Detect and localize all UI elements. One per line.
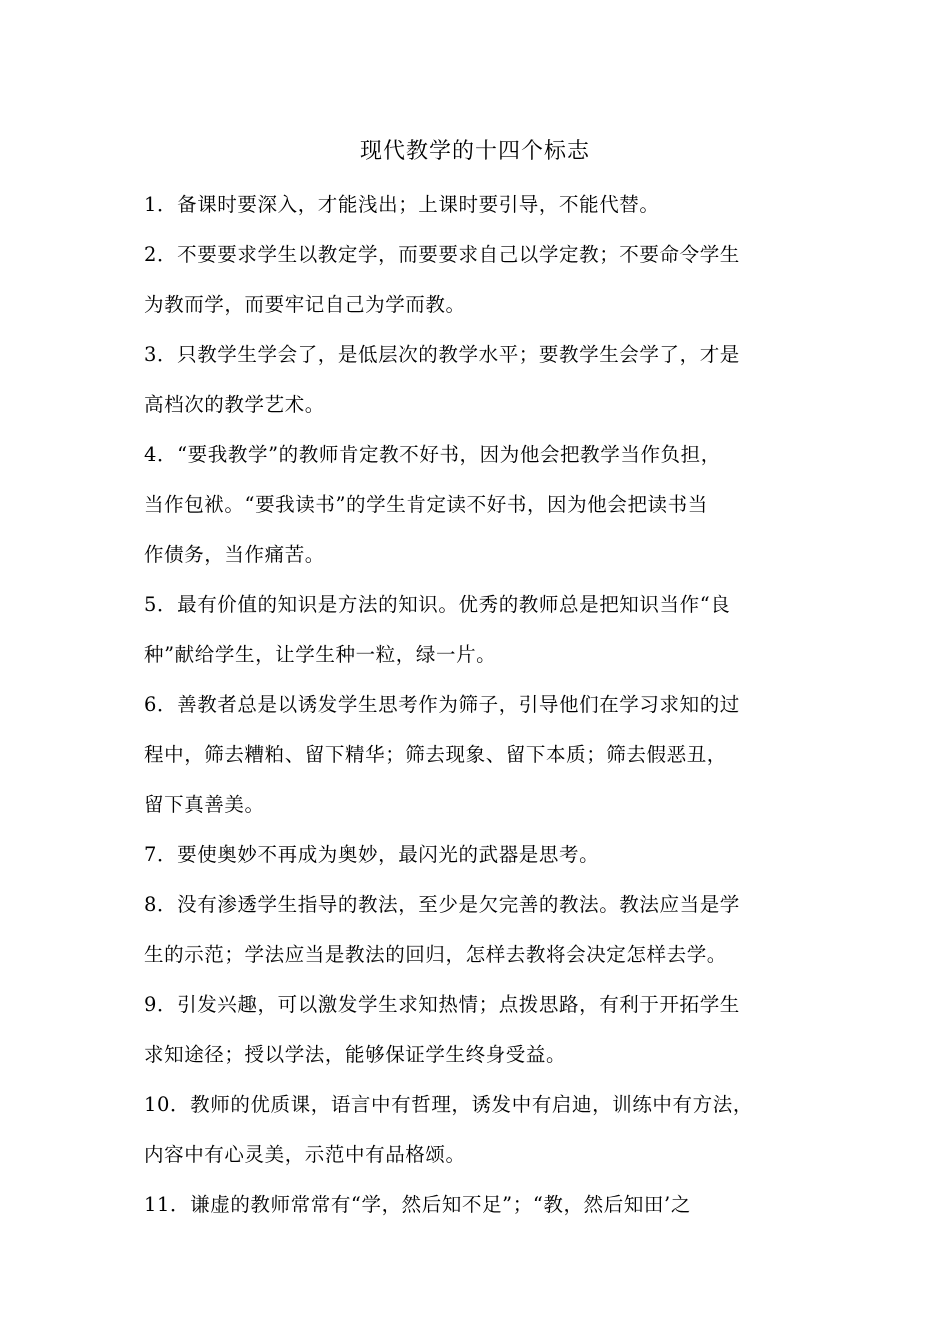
paragraph-4 <box>144 430 824 580</box>
paragraph-5 <box>144 580 824 680</box>
paragraph-line: 8．没有渗透学生指导的教法，至少是欠完善的教法。教法应当是学 <box>144 893 740 916</box>
paragraph-line: 为教而学，而要牢记自己为学而教。 <box>144 293 466 316</box>
paragraph-line: 作债务，当作痛苦。 <box>144 543 325 566</box>
paragraph-8 <box>144 880 824 980</box>
paragraph-10 <box>144 1080 824 1180</box>
paragraph-line: 7．要使奥妙不再成为奥妙，最闪光的武器是思考。 <box>144 843 600 866</box>
document-body <box>144 180 824 1230</box>
paragraph-3 <box>144 330 824 430</box>
paragraph-line: 内容中有心灵美，示范中有品格颂。 <box>144 1143 466 1166</box>
paragraph-line: 9．引发兴趣，可以激发学生求知热情；点拨思路，有利于开拓学生 <box>144 993 740 1016</box>
paragraph-line: 求知途径；授以学法，能够保证学生终身受益。 <box>144 1043 567 1066</box>
paragraph-line: 生的示范；学法应当是教法的回归，怎样去教将会决定怎样去学。 <box>144 943 727 966</box>
paragraph-11 <box>144 1180 824 1230</box>
paragraph-6 <box>144 680 824 830</box>
document-title: 现代教学的十四个标志 <box>359 139 590 164</box>
paragraph-9 <box>144 980 824 1080</box>
paragraph-line: 高档次的教学艺术。 <box>144 393 325 416</box>
paragraph-1 <box>144 180 824 230</box>
paragraph-line: 5．最有价值的知识是方法的知识。优秀的教师总是把知识当作“良 <box>144 593 731 616</box>
paragraph-line: 3．只教学生学会了，是低层次的教学水平；要教学生会学了，才是 <box>144 343 740 366</box>
paragraph-line: 留下真善美。 <box>144 793 265 816</box>
paragraph-line: 2．不要要求学生以教定学，而要要求自己以学定教；不要命令学生 <box>144 243 740 266</box>
paragraph-line: 6．善教者总是以诱发学生思考作为筛子，引导他们在学习求知的过 <box>144 693 740 716</box>
paragraph-line: 种”献给学生，让学生种一粒，绿一片。 <box>144 643 497 666</box>
paragraph-line: 1．备课时要深入，才能浅出；上课时要引导，不能代替。 <box>144 193 660 216</box>
paragraph-line: 10．教师的优质课，语言中有哲理，诱发中有启迪，训练中有方法， <box>144 1093 753 1116</box>
paragraph-line: 当作包袱。“要我读书”的学生肯定读不好书，因为他会把读书当 <box>144 493 708 516</box>
paragraph-7 <box>144 830 824 880</box>
paragraph-line: 程中，筛去糟粕、留下精华；筛去现象、留下本质；筛去假恶丑， <box>144 743 727 766</box>
paragraph-line: 4．“要我教学”的教师肯定教不好书，因为他会把教学当作负担， <box>144 443 721 466</box>
paragraph-2 <box>144 230 824 330</box>
paragraph-line: 11．谦虚的教师常常有“学，然后知不足”；“教，然后知田’之 <box>144 1193 691 1216</box>
